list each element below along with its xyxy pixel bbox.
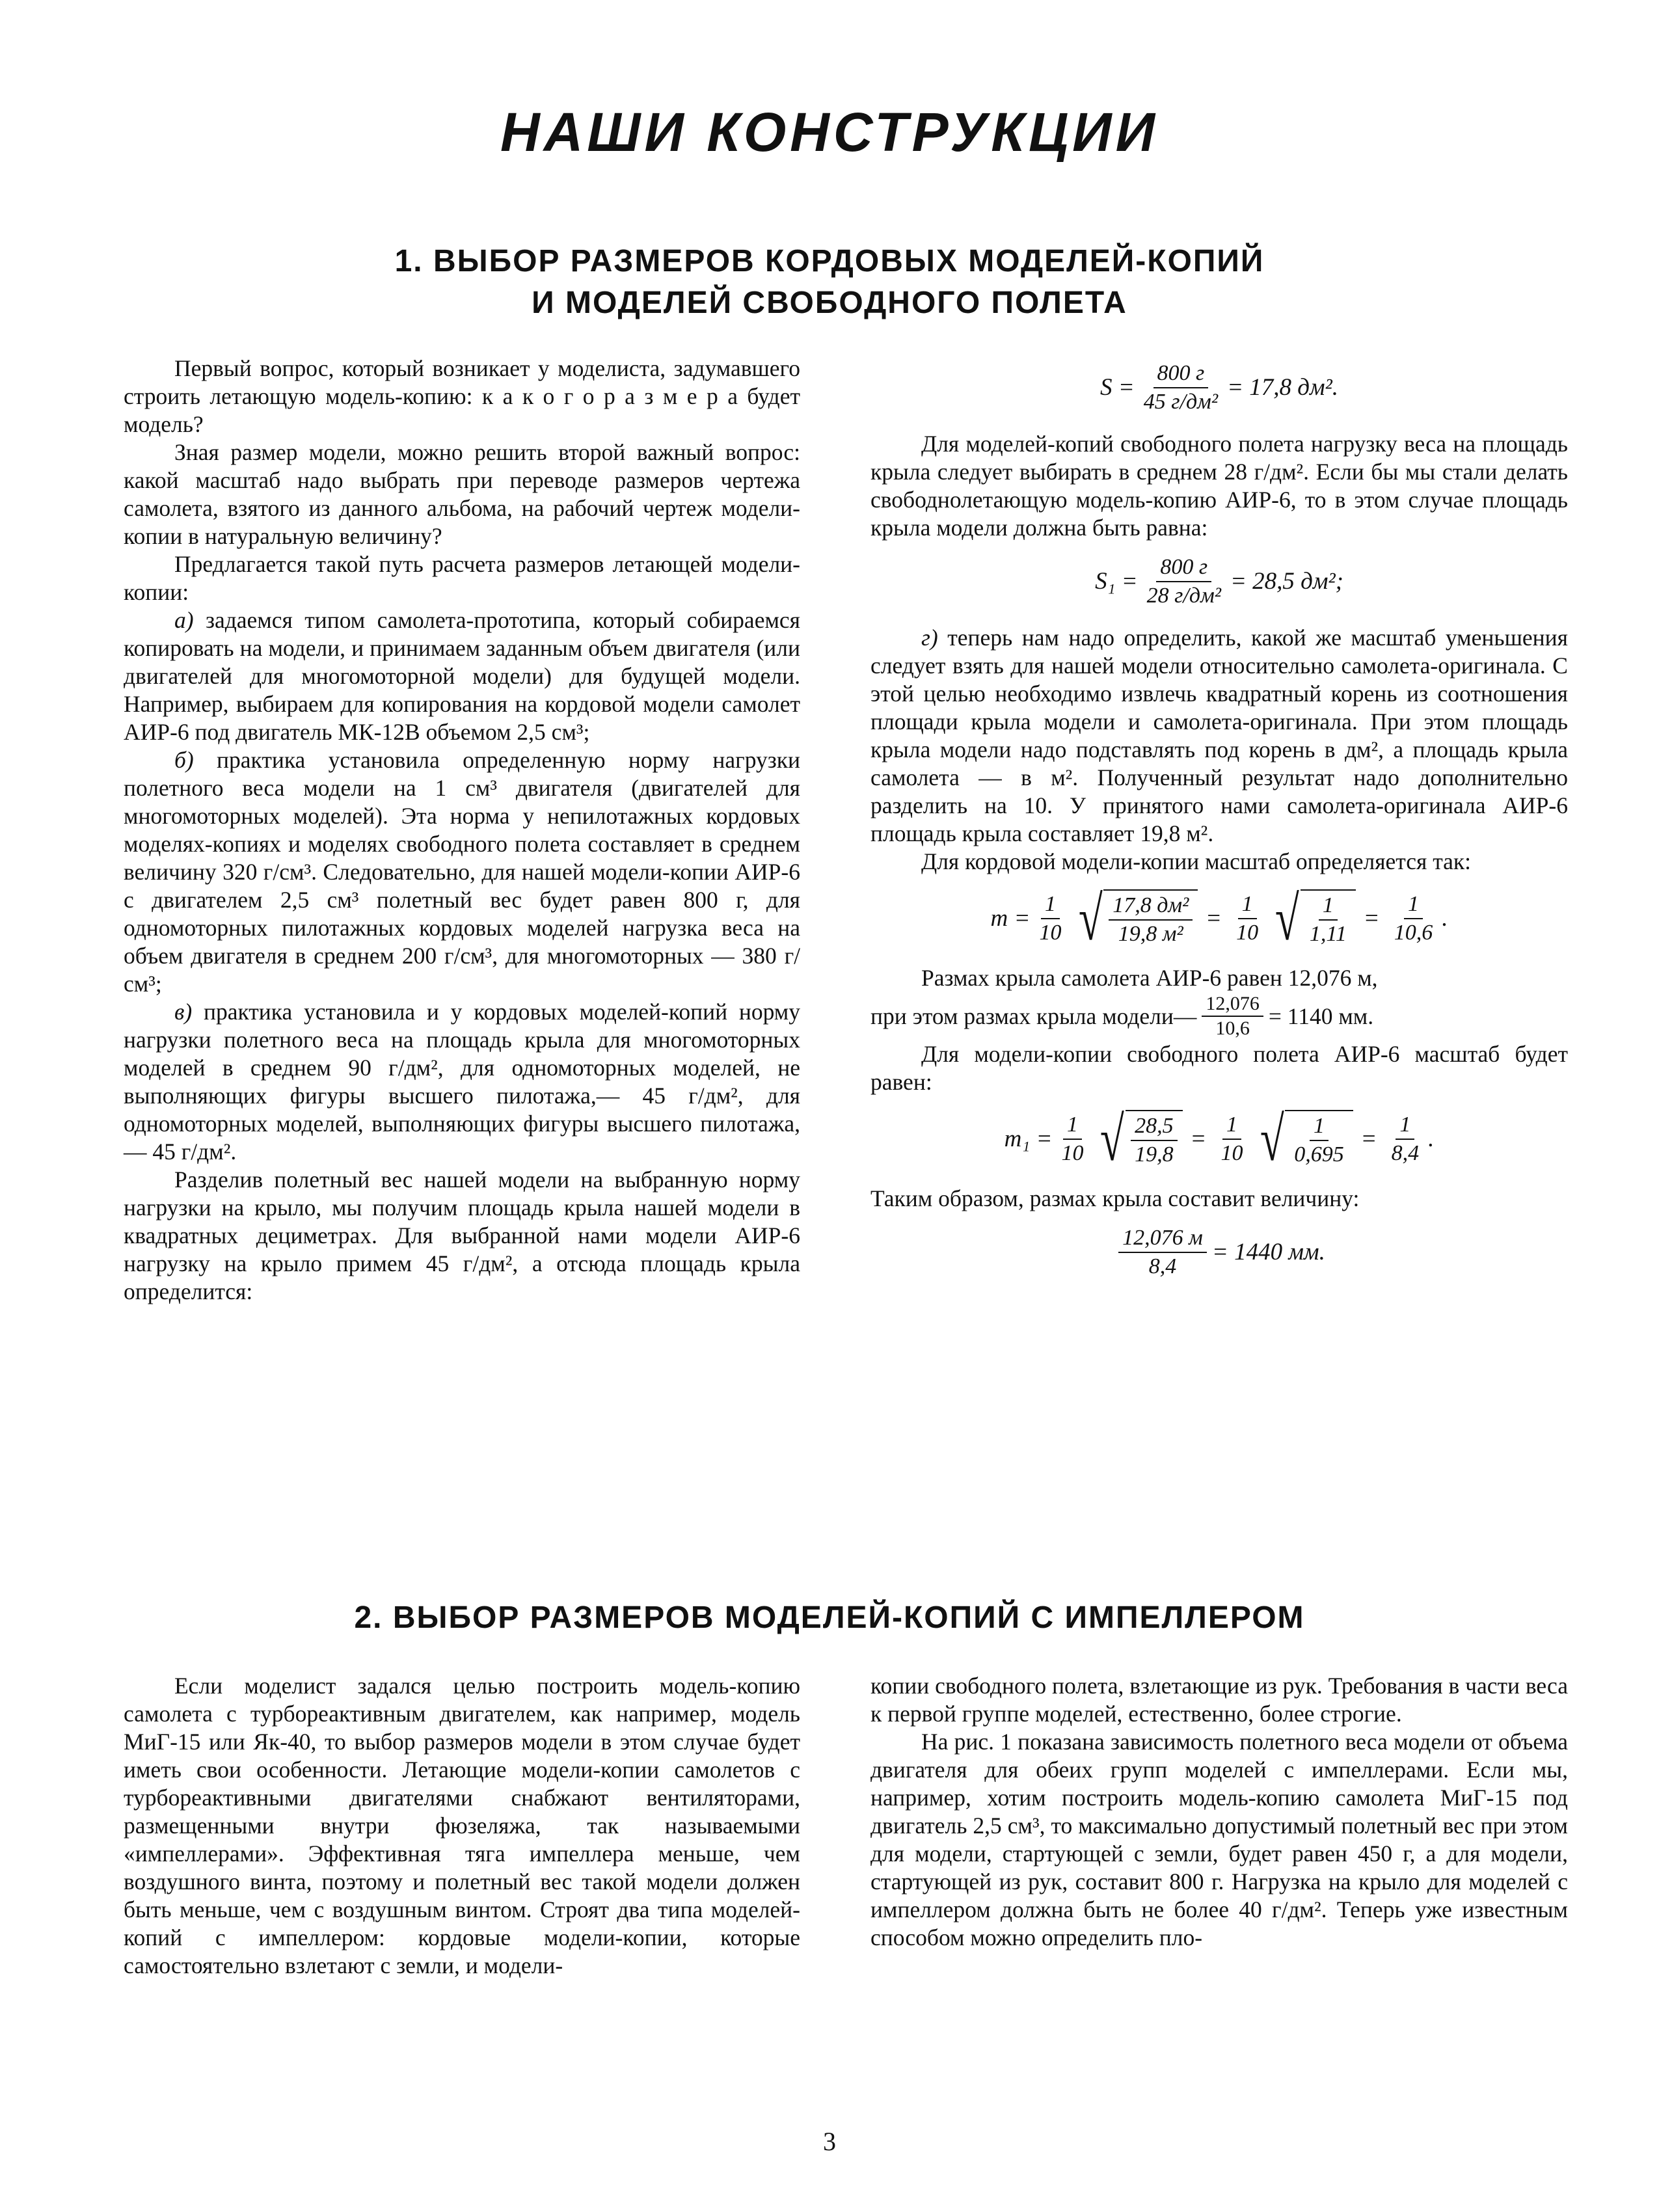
f4-end: . [1428,1126,1435,1152]
f4-r2-den: 0,695 [1294,1142,1344,1167]
item-a-text: задаемся типом самолета-прототипа, который собираемся копировать на модели, и принимаем заданным объем двигателя (или двигателей для многомоторной модели) для будущей модели. Например, выбираем для копирования на кордовой модели самолет АИР-6 под двигатель МК-12В объемом 2,5 см³; [124,607,800,745]
f3-eq: = [1207,905,1221,932]
p3c-text: = 1140 мм. [1268,1003,1374,1029]
s1-right-p3b [870,992,1568,1040]
f3-a-den: 10 [1039,921,1062,945]
f3-c-num: 1 [1404,891,1423,919]
f3-a-num: 1 [1041,891,1060,919]
s1-left-p3: Предлагается такой путь расчета размеров летающей модели-копии: [124,551,800,605]
s1-right-p2: Для кордовой модели-копии масштаб определяется так: [921,848,1472,874]
f4-r2 [1290,1113,1348,1168]
f4-eq: = [1191,1126,1206,1152]
f3-frac-c [1390,891,1437,947]
f4-c-den: 8,4 [1391,1141,1420,1165]
p3-den: 10,6 [1215,1018,1250,1039]
radical-sign: √ [1275,883,1299,953]
f3-r1-num: 17,8 дм² [1109,892,1193,921]
f3-b-num: 1 [1238,891,1257,919]
s2-right-p1: копии свободного полета, взлетающие из рук. Требования в части веса к первой группе моделей, естественно, более строгие. [870,1673,1569,1727]
f1-fraction [1140,360,1222,416]
f3-b-den: 10 [1236,921,1259,945]
f3-eq-2: = [1364,905,1379,932]
f2-lhs: S₁ = [1095,568,1138,595]
f4-root-1 [1095,1104,1182,1174]
f5-rhs: = 1440 мм. [1211,1239,1325,1265]
item-v-label: в) [174,999,193,1025]
f3-lhs: m = [990,905,1031,932]
f3-r1-den: 19,8 м² [1118,922,1183,946]
f4-b-den: 10 [1221,1141,1243,1165]
f4-lhs: m₁ = [1004,1126,1053,1152]
radical-sign: √ [1260,1104,1284,1174]
s1-left-p2: Зная размер модели, можно решить второй важный вопрос: какой масштаб надо выбрать при переводе размеров чертежа самолета, взятого из данного альбома, на рабочий чертеж модели-копии в натуральную величину? [124,439,800,549]
item-v-text: практика установила и у кордовых моделей-копий норму нагрузки полетного веса на площадь крыла для многомоторных моделей в среднем 90 г/дм², для одномоторных моделей, не выполняющих фигуры высшего пилотажа,— 45 г/дм², для одномоторных моделей, выполняющих фигуры высшего пилотажа,— 45 г/дм². [124,999,800,1165]
f3-frac-a [1036,891,1066,947]
f3-root-1 [1073,883,1198,953]
f1-rhs: = 17,8 дм². [1227,374,1338,401]
s1-right-p3a: Размах крыла самолета АИР-6 равен 12,076 м, [921,965,1378,991]
f3-r2-num: 1 [1319,892,1338,921]
item-a-label: а) [174,607,194,633]
f2-fraction [1143,554,1225,610]
f2-num: 800 г [1156,554,1211,582]
f3-r1 [1109,892,1193,948]
section2-left-column [124,1672,800,1980]
f4-r1-num: 28,5 [1131,1113,1178,1141]
s1-left-item-b [124,746,800,998]
section1-left-column [124,355,800,1306]
f4-a-num: 1 [1063,1111,1082,1140]
s1-right-p4: Для модели-копии свободного полета АИР-6 масштаб будет равен: [870,1041,1568,1095]
f4-eq-2: = [1362,1126,1376,1152]
formula-wing-area-cord [870,360,1568,416]
section1-right-column [870,348,1568,1295]
f4-r2-num: 1 [1310,1113,1329,1141]
p3-frac [1202,992,1263,1040]
s1-left-item-v [124,998,800,1166]
s1-right-p5: Таким образом, размах крыла составит величину: [870,1185,1360,1211]
s1-left-p4: Разделив полетный вес нашей модели на выбранную норму нагрузки на крыло, мы получим площадь крыла нашей модели в квадратных дециметрах. Для выбранной нами модели АИР-6 нагрузку на крыло примем 45 г/дм², а отсюда площадь крыла определится: [124,1167,800,1304]
f1-num: 800 г [1153,360,1209,388]
f4-frac-c [1388,1111,1423,1167]
f3-r2-den: 1,11 [1309,922,1347,946]
f3-end: . [1442,905,1448,932]
f2-den: 28 г/дм² [1146,584,1221,608]
f3-c-den: 10,6 [1394,921,1433,945]
formula-scale-cord [870,883,1568,953]
formula-wingspan [870,1224,1568,1280]
f4-c-num: 1 [1396,1111,1414,1140]
s1-right-item-g [870,624,1568,848]
section1-title-line1: 1. ВЫБОР РАЗМЕРОВ КОРДОВЫХ МОДЕЛЕЙ-КОПИЙ [394,244,1265,278]
f3-root-2 [1270,883,1356,953]
radical-sign: √ [1100,1104,1125,1174]
f4-root-2 [1255,1104,1353,1174]
f1-den: 45 г/дм² [1143,390,1219,414]
f4-frac-a [1057,1111,1087,1167]
item-b-label: б) [174,747,194,773]
formula-wing-area-free [870,554,1568,610]
p3b-text: при этом размах крыла модели— [870,1003,1197,1029]
radical-sign: √ [1078,883,1103,953]
section2-right-column [870,1672,1568,1952]
f4-a-den: 10 [1061,1141,1084,1165]
f5-fraction [1118,1224,1207,1280]
s2-left-p1: Если моделист задался целью построить модель-копию самолета с турбореактивным двигателем, как например, модель МиГ-15 или Як-40, то выбор размеров модели в этом случае будет иметь свои особенности. Летающие модели-копии самолетов с турбореактивными двигателями снабжают вентиляторами, размещенными внутри фюзеляжа, так называемыми «импеллерами». Эффективная тяга импеллера меньше, чем воздушного винта, поэтому и полетный вес такой модели должен быть меньше, чем с воздушным винтом. Строят два типа моделей-копий с импеллером: кордовые модели-копии, которые самостоятельно взлетают с земли, и модели- [124,1673,800,1978]
s1-left-p1: Первый вопрос, который возникает у моделиста, задумавшего строить летающую модель-копию: к а к о г о р а з м е р а будет модель? [124,355,800,437]
f5-den: 8,4 [1148,1254,1177,1278]
formula-scale-free [870,1104,1568,1174]
item-g-text: теперь нам надо определить, какой же масштаб уменьшения следует взять для нашей модели относительно самолета-оригинала. С этой целью необходимо извлечь квадратный корень из соотношения площади крыла модели и самолета-оригинала. При этом площадь крыла модели надо подставлять под корень в дм², а площадь крыла самолета — в м². Полученный результат надо дополнительно разделить на 10. У принятого нами самолета-оригинала АИР-6 площадь крыла составляет 19,8 м². [870,625,1568,846]
section2-title: 2. ВЫБОР РАЗМЕРОВ МОДЕЛЕЙ-КОПИЙ С ИМПЕЛЛЕРОМ [354,1600,1305,1635]
s1-left-item-a [124,606,800,746]
s2-right-p2: На рис. 1 показана зависимость полетного веса модели от объема двигателя для обеих групп моделей с импеллерами. Если мы, например, хотим построить модель-копию самолета МиГ-15 под двигатель 2,5 см³, то максимально допустимый полетный вес при этом для модели, стартующей с земли, будет равен 450 г, а для модели, стартующей из рук, составит 800 г. Нагрузка на крыло для моделей с импеллером должна быть не более 40 г/дм². Теперь уже известным способом можно определить пло- [870,1729,1568,1950]
section1-title-line2: И МОДЕЛЕЙ СВОБОДНОГО ПОЛЕТА [532,286,1127,320]
section1-title [0,241,1659,324]
f2-rhs: = 28,5 дм²; [1230,568,1343,595]
f5-num: 12,076 м [1118,1224,1207,1253]
f4-r1-den: 19,8 [1135,1142,1174,1167]
f4-r1 [1131,1113,1178,1168]
f4-frac-b [1217,1111,1247,1167]
f4-b-num: 1 [1222,1111,1241,1140]
f3-r2 [1306,892,1351,948]
page-title: НАШИ КОНСТРУКЦИИ [500,101,1159,163]
s1-right-p1: Для моделей-копий свободного полета нагрузку веса на площадь крыла следует выбирать в среднем 28 г/дм². Если бы мы стали делать свободнолетающую модель-копию АИР-6, то в этом случае площадь крыла модели должна быть равна: [870,431,1568,541]
p3-num: 12,076 [1202,992,1263,1017]
item-b-text: практика установила определенную норму нагрузки полетного веса модели на 1 см³ двигателя (двигателей для многомоторных моделей). Эта норма у непилотажных кордовых моделях-копиях и моделях свободного полета составляет в среднем величину 320 г/см³. Следовательно, для нашей модели-копии АИР-6 с двигателем 2,5 см³ полетный вес будет равен 800 г, для одномоторных пилотажных кордовых моделей нагрузка веса на объем двигателя в среднем 200 г/см³, для многомоторных — 380 г/см³; [124,747,800,997]
item-g-label: г) [921,625,938,651]
f3-frac-b [1232,891,1262,947]
f1-lhs: S = [1100,374,1135,401]
page-number: 3 [823,2127,836,2156]
